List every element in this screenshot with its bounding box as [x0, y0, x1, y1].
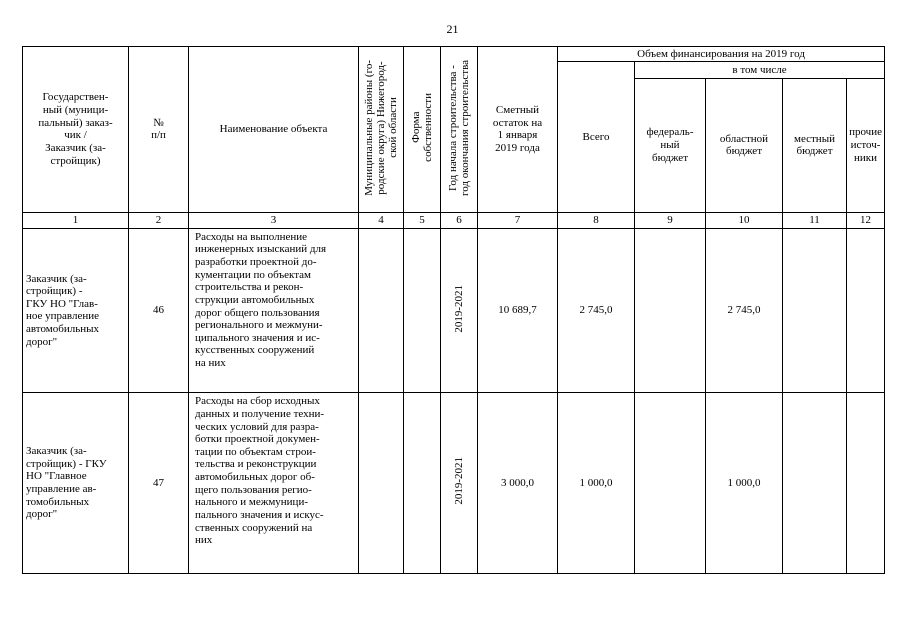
header-local: местный бюджет — [783, 79, 847, 213]
row-total: 2 745,0 — [558, 228, 635, 393]
row-object-name: Расходы на выполнение инженерных изысканий для разработки проектной до- кументации по объектам строительства и рекон- струкции автомобильных дорог общего пользования регионального и межмуни- ципального значения и ис- кусственных сооружений на них — [189, 228, 359, 393]
row-remainder: 10 689,7 — [478, 228, 558, 393]
row-years — [441, 228, 478, 393]
row-municipality — [359, 393, 404, 574]
column-number: 11 — [783, 212, 847, 228]
column-number: 10 — [706, 212, 783, 228]
column-number: 1 — [23, 212, 129, 228]
column-number: 4 — [359, 212, 404, 228]
header-total: Всего — [558, 62, 635, 213]
column-number: 8 — [558, 212, 635, 228]
column-number-row — [23, 212, 885, 228]
column-number: 12 — [847, 212, 885, 228]
row-local — [783, 228, 847, 393]
page-number: 21 — [446, 22, 459, 36]
table-row — [23, 228, 885, 393]
row-other — [847, 393, 885, 574]
header-federal: федераль- ный бюджет — [635, 79, 706, 213]
row-number: 46 — [129, 228, 189, 393]
header-number: № п/п — [129, 47, 189, 213]
header-remainder: Сметный остаток на 1 января 2019 года — [478, 47, 558, 213]
row-years — [441, 393, 478, 574]
table-row — [23, 393, 885, 574]
column-number: 7 — [478, 212, 558, 228]
row-regional: 1 000,0 — [706, 393, 783, 574]
header-object-name: Наименование объекта — [189, 47, 359, 213]
row-municipality — [359, 228, 404, 393]
row-regional: 2 745,0 — [706, 228, 783, 393]
row-years-text: 2019-2021 — [452, 284, 465, 333]
row-remainder: 3 000,0 — [478, 393, 558, 574]
header-including: в том числе — [635, 62, 885, 79]
header-years-text: Год начала строительства - год окончания строительства — [446, 59, 471, 196]
header-financing-group: Объем финансирования на 2019 год — [558, 47, 885, 62]
column-number: 5 — [404, 212, 441, 228]
header-municipality-text: Муниципальные районы (го- родские округа) Нижегород- ской области — [362, 59, 400, 196]
header-regional: областной бюджет — [706, 79, 783, 213]
row-other — [847, 228, 885, 393]
header-municipality — [359, 47, 404, 213]
header-other: прочие источ- ники — [847, 79, 885, 213]
row-local — [783, 393, 847, 574]
row-customer: Заказчик (за- стройщик) - ГКУ НО "Главное управление ав- томобильных дорог" — [23, 393, 129, 574]
row-ownership — [404, 393, 441, 574]
column-number: 6 — [441, 212, 478, 228]
column-number: 2 — [129, 212, 189, 228]
row-ownership — [404, 228, 441, 393]
row-customer: Заказчик (за- стройщик) - ГКУ НО "Глав- ное управление автомобильных дорог" — [23, 228, 129, 393]
row-object-name: Расходы на сбор исходных данных и получение техни- ческих условий для разра- ботки проектной докумен- тации по объектам строи- тельства и реконструкции автомобильных дорог об- щего пользования регио- нального и межмуници- пального значения и искус- ственных сооружений на них — [189, 393, 359, 574]
header-ownership — [404, 47, 441, 213]
row-years-text: 2019-2021 — [452, 457, 465, 506]
header-ownership-text: Форма собственности — [409, 93, 434, 162]
column-number: 9 — [635, 212, 706, 228]
row-number: 47 — [129, 393, 189, 574]
header-customer: Государствен- ный (муници- пальный) заказ- чик / Заказчик (за- стройщик) — [23, 47, 129, 213]
financing-table — [22, 46, 885, 574]
column-number: 3 — [189, 212, 359, 228]
row-total: 1 000,0 — [558, 393, 635, 574]
header-years — [441, 47, 478, 213]
row-federal — [635, 393, 706, 574]
row-federal — [635, 228, 706, 393]
